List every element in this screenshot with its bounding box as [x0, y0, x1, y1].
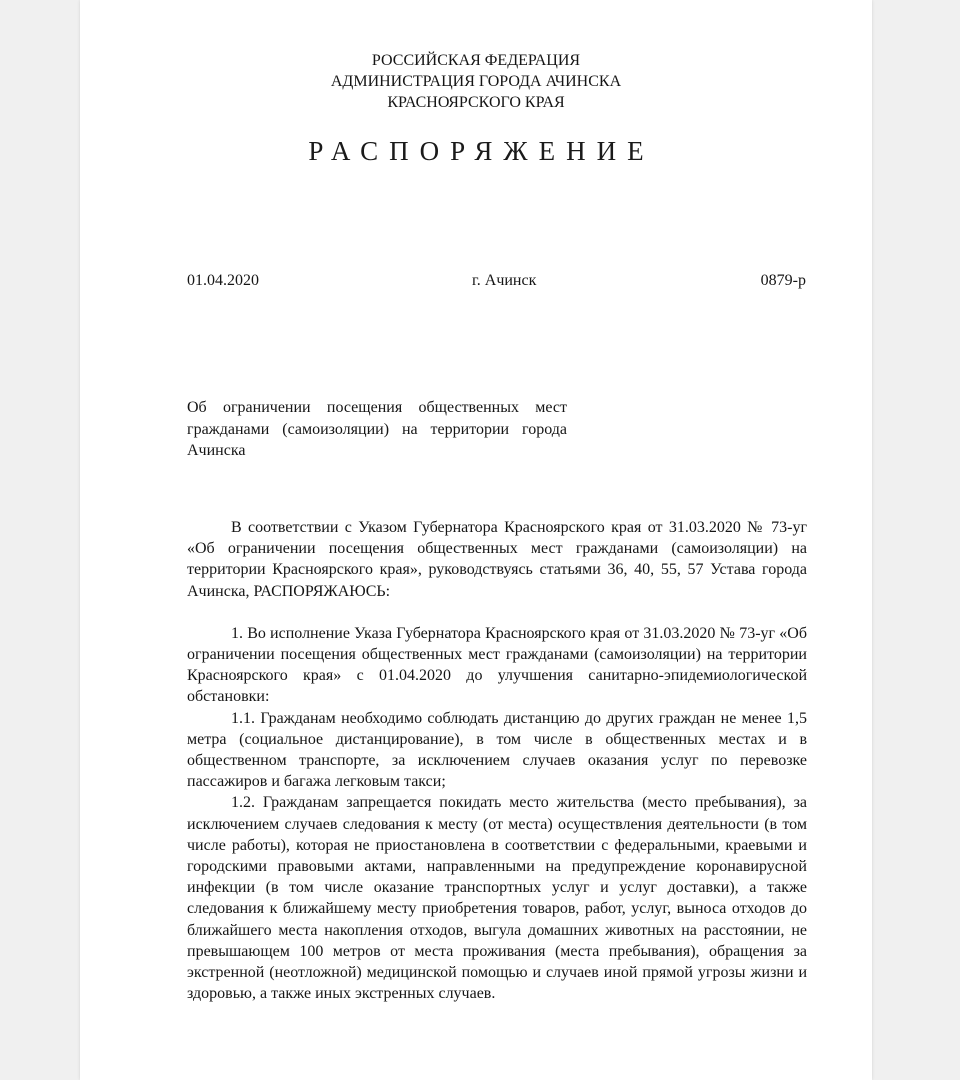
body-intro-paragraph: В соответствии с Указом Губернатора Красноярского края от 31.03.2020 № 73-уг «Об ограничении посещения общественных мест гражданами (самоизоляции) на территории Красноярского края», руководствуясь статьями 36, 40, 55, 57 Устава города Ачинска, РАСПОРЯЖАЮСЬ: — [187, 519, 807, 600]
header-line-country: РОССИЙСКАЯ ФЕДЕРАЦИЯ — [371, 52, 581, 69]
header-line-administration: АДМИНИСТРАЦИЯ ГОРОДА АЧИНСКА — [330, 73, 622, 90]
document-body — [187, 517, 807, 1004]
document-city: г. Ачинск — [472, 272, 537, 289]
document-number: 0879-р — [760, 272, 806, 289]
document-header — [80, 50, 872, 113]
header-line-region: КРАСНОЯРСКОГО КРАЯ — [387, 94, 565, 111]
document-subject: Об ограничении посещения общественных мест гражданами (самоизоляции) на территории города Ачинска — [187, 399, 567, 459]
document-date: 01.04.2020 — [187, 272, 259, 289]
body-paragraph-1: 1. Во исполнение Указа Губернатора Красноярского края от 31.03.2020 № 73-уг «Об ограничении посещения общественных мест гражданами (самоизоляции) на территории Красноярского края» с 01.04.2020 до улучшения санитарно-эпидемиологической обстановки: — [187, 624, 807, 706]
document-page — [80, 0, 872, 1080]
document-type-title: РАСПОРЯЖЕНИЕ — [308, 136, 655, 166]
body-paragraph-1-1: 1.1. Гражданам необходимо соблюдать дистанцию до других граждан не менее 1,5 метра (социальное дистанцирование), в том числе в общественных местах и в общественном транспорте, за исключением случаев оказания услуг по перевозке пассажиров и багажа легковым такси; — [187, 709, 807, 791]
body-paragraph-1-2: 1.2. Гражданам запрещается покидать место жительства (место пребывания), за исключением случаев следования к месту (от места) осуществления деятельности (в том числе работы), которая не приостановлена в соответствии с федеральными, краевыми и городскими правовыми актами, направленными на предупреждение коронавирусной инфекции (в том числе оказание транспортных услуг и услуг доставки), а также следования к ближайшему месту приобретения товаров, работ, услуг, выноса отходов до ближайшего места накопления отходов, выгула домашних животных на расстоянии, не превышающем 100 метров от места проживания (места пребывания), обращения за экстренной (неотложной) медицинской помощью и случаев иной прямой угрозы жизни и здоровью, а также иных экстренных случаев. — [187, 794, 807, 1003]
